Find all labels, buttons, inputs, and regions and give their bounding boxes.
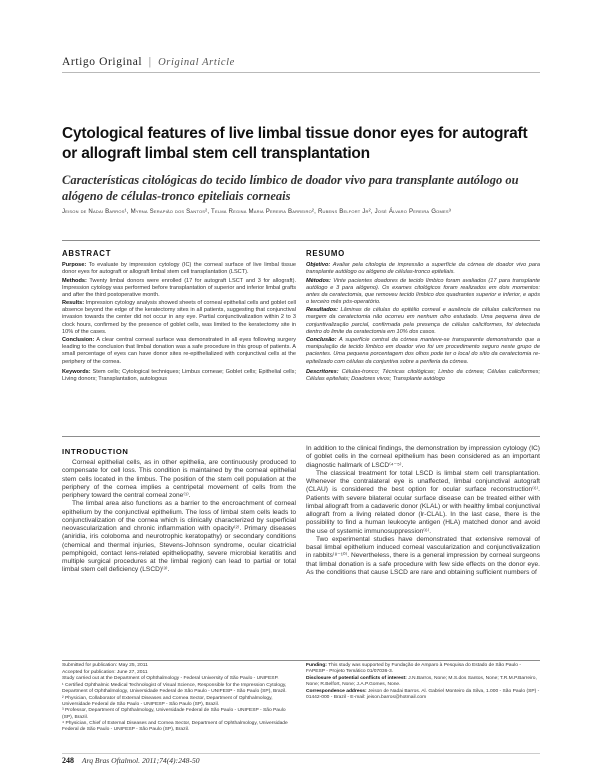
author-list: Jeison de Nadai Barros¹, Myrna Serapião dos Santos², Telma Regina Maria Pereira Barreiro², Rubens Belfort Jr², José Álvaro Pereira Gomes³ (62, 208, 451, 215)
footnote-affiliation: ³ Professor, Department of Ophthalmology, Universidade Federal de São Paulo - UNIFESP - São Paulo (SP), Brazil. (62, 708, 286, 720)
resumo-metodos: Métodos: Vinte pacientes doadores de tecido límbico foram avaliados (17 para transplante autólogo e 3 para alógeno). Os exames citológicos foram realizados em dois momentos: antes da ceratectomia, que removeu tecido límbico dos quadrantes superior e inferior, e após o terceiro mês pós-operatório. (306, 277, 541, 305)
footnotes-left (62, 663, 296, 734)
section-separator: | (148, 56, 152, 68)
resumo-body (306, 262, 540, 384)
article-subtitle: Características citológicas do tecido límbico de doador vivo para transplante autólogo ou alógeno de células-tronco epiteliais corneais (62, 173, 519, 203)
footer-rule (62, 753, 540, 754)
footnote-accepted: Accepted for publication: June 27, 2011 (62, 669, 148, 675)
resumo-heading: RESUMO (306, 249, 346, 258)
journal-citation: Arq Bras Oftalmol. 2011;74(4):248-50 (81, 756, 200, 765)
footnote-affiliation: ² Physician, Collaborator of External Diseases and Cornea Sector, Department of Ophthalmology, Universidade Federal de São Paulo - UNIFESP - São Paulo (SP), Brazil. (62, 695, 273, 707)
introduction-left-column (62, 459, 296, 575)
footnote-submitted: Submitted for publication: May 25, 2011 (62, 663, 148, 668)
footnote-affiliation: ⁴ Physician, Chief of External Diseases and Cornea Sector, Department of Ophthalmology, Universidade Federal de São Paulo - UNIFESP - São Paulo (SP), Brazil. (62, 721, 288, 733)
resumo-descritores: Descritores: Células-tronco; Técnicas citológicas; Limbo da córnea; Células caliciformes; Células epiteliais; Doadores vivos; Transplante autólogo (306, 368, 540, 382)
page-number: 248 (62, 756, 74, 765)
abstract-top-rule (62, 240, 540, 241)
page-footer (62, 756, 200, 765)
introduction-heading: INTRODUCTION (62, 447, 129, 456)
footnote-funding: Funding: This study was supported by Fundação de Amparo à Pesquisa do Estado de São Paulo - FAPESP - Projeto Temático 01/07036-3. (306, 663, 521, 675)
intro-paragraph: The classical treatment for total LSCD is limbal stem cell transplantation. Whenever the contralateral eye is unaffected, limbal conjunctival autograft (CLAU) is considered the best option for ocular surface reconstruction⁽⁶⁾. Patients with severe bilateral ocular surface disease can be treated either with limbal allograft from a cadaveric donor (KLAL) or with healthy limbal conjunctival allograft from a living related donor (lr-CLAL). In the last case, there is the possibility to find a human leukocyte antigen (HLA) matched donor and avoid the use of systemic immunosuppression⁽⁶⁾. (306, 469, 540, 535)
footnote-rule (62, 660, 540, 661)
footnote-disclosure: Disclosure of potential conflicts of interest: J.N.Barros, None; M.S.dos Santos, None; T.R.M.P.Barreiro, None; R.Belfort, None; J.A.P.Gomes, None. (306, 675, 537, 687)
intro-paragraph: Two experimental studies have demonstrated that extensive removal of basal limbal epithelium induced corneal vascularization and conjunctivalization in rabbits⁽⁸⁻¹⁰⁾. Nevertheless, there is a general impression by corneal surgeons that limbal donation is a safe procedure with few side effects on the donor eye. As the conditions that cause LSCD are rare and obtaining sufficient numbers of (306, 535, 540, 576)
footnote-correspondence: Correspondence address: Jeison de Nadai Barros. Al. Gabriel Monteiro da Silva, 1.000 - São Paulo (SP) - 01442-000 - Brazil - E-mail: jeison.barros@hotmail.com (306, 688, 540, 700)
intro-paragraph: In addition to the clinical findings, the demonstration by impression cytology (IC) of goblet cells in the corneal epithelium has been considered as an important diagnostic hallmark of LSCD⁽⁴⁻⁵⁾. (306, 445, 540, 469)
intro-paragraph: Corneal epithelial cells, as in other epithelia, are continuously produced to compensate for cell loss. This condition is maintained by the corneal epithelial stem cells located in the limbus. The position of the stem cell population at the periphery of the cornea implies a centripetal movement of cells from the periphery toward the central corneal zone⁽¹⁾. (62, 459, 296, 499)
abstract-bottom-rule (62, 436, 540, 437)
section-label: Artigo Original (62, 56, 143, 68)
section-label-en: Original Article (158, 57, 235, 68)
footnotes-right (306, 663, 540, 701)
abstract-keywords: Keywords: Stem cells; Cytological techniques; Limbus corneae; Goblet cells; Epithelial cells; Living donors; Transplantation, autologous (62, 368, 296, 382)
abstract-methods: Methods: Twenty limbal donors were enrolled (17 for autograft LSCT and 3 for allograft). Impression cytology was performed before transplantation of superior and inferior limbal grafts and after the third postoperative month. (62, 277, 296, 298)
resumo-conclusao: Conclusão: A superfície central da córnea manteve-se transparente demonstrando que a manipulação de tecido límbico em doador vivo foi um procedimento seguro neste grupo de pacientes. Uma pequena porcentagem dos olhos pode ter o local do sítio da ceratectomia re-epitelizado com células da conjuntiva sobre a periferia da córnea. (306, 337, 540, 365)
footnote-study-site: Study carried out at the Department of Ophthalmology - Federal University of São Paulo - UNIFESP. (62, 676, 279, 682)
abstract-body (62, 262, 296, 384)
intro-paragraph: The limbal area also functions as a barrier to the encroachment of corneal epithelium by the conjunctival epithelium. The loss of limbal stem cells leads to conjunctivalization of the cornea which is clinically characterized by superficial neovascularization and chronic inflammation with opacity⁽²⁾. Primary diseases (aniridia, iris coloboma and neurotrophic keratopathy) or secondary conditions (chemical and thermal injuries, Stevens-Johnson syndrome, ocular cicatricial pemphigoid, contact lens-related epitheliopathy, severe microbial keratitis and multiple surgical procedures at the limbal region) can lead to partial or total limbal stem cell deficiency (LSCD)⁽³⁾. (62, 500, 296, 574)
resumo-objetivo: Objetivo: Avaliar pela citologia de impressão a superfície da córnea de doador vivo para transplante autólogo ou alógeno de células-tronco epiteliais. (306, 262, 540, 276)
resumo-resultados: Resultados: Lâminas de células do epitélio corneal e ausência de células caliciformes na margem da ceratectomia não ocorreu em nenhum olho estudado. Uma pequena área de conjuntivalização parcial, confirmada pela presença de células caliciformes, foi detectada dentro do limite da ceratectomia em 10% dos casos. (306, 307, 540, 335)
article-title: Cytological features of live limbal tissue donor eyes for autograft or allograft limbal stem cell transplantation (62, 125, 528, 162)
footnote-affiliation: ¹ Certified Ophthalmic Medical Technologist of Visual Science, Responsible for the Impression Cytology, Department of Ophthalmology, Universidade Federal de São Paulo - UNIFESP - São Paulo (SP), Brazil. (62, 682, 287, 694)
introduction-right-column (306, 445, 540, 577)
abstract-conclusion: Conclusion: A clear central corneal surface was demonstrated in all eyes following surgery leading to the conclusion that limbal donation was a safe procedure in this group of patients. A small percentage of eyes can have donor sites re-epithelialized with conjunctival cells at the periphery of the cornea. (62, 337, 296, 365)
abstract-purpose: Purpose: To evaluate by impression cytology (IC) the corneal surface of live limbal tissue donor eyes for autograft or allograft limbal stem cell transplantation (LSCT). (62, 262, 297, 276)
abstract-results: Results: Impression cytology analysis showed sheets of corneal epithelial cells and goblet cell absence beyond the edge of the keratectomy sites in all patients, suggesting that conjunctival invasion towards the center did not occur in any eye. Partial conjunctivalization within 2 to 3 clock hours, confirmed by the presence of goblet cells, was limited to the keratectomy site in 10% of the cases. (62, 300, 296, 335)
section-header (62, 56, 540, 73)
abstract-heading: ABSTRACT (62, 249, 112, 258)
